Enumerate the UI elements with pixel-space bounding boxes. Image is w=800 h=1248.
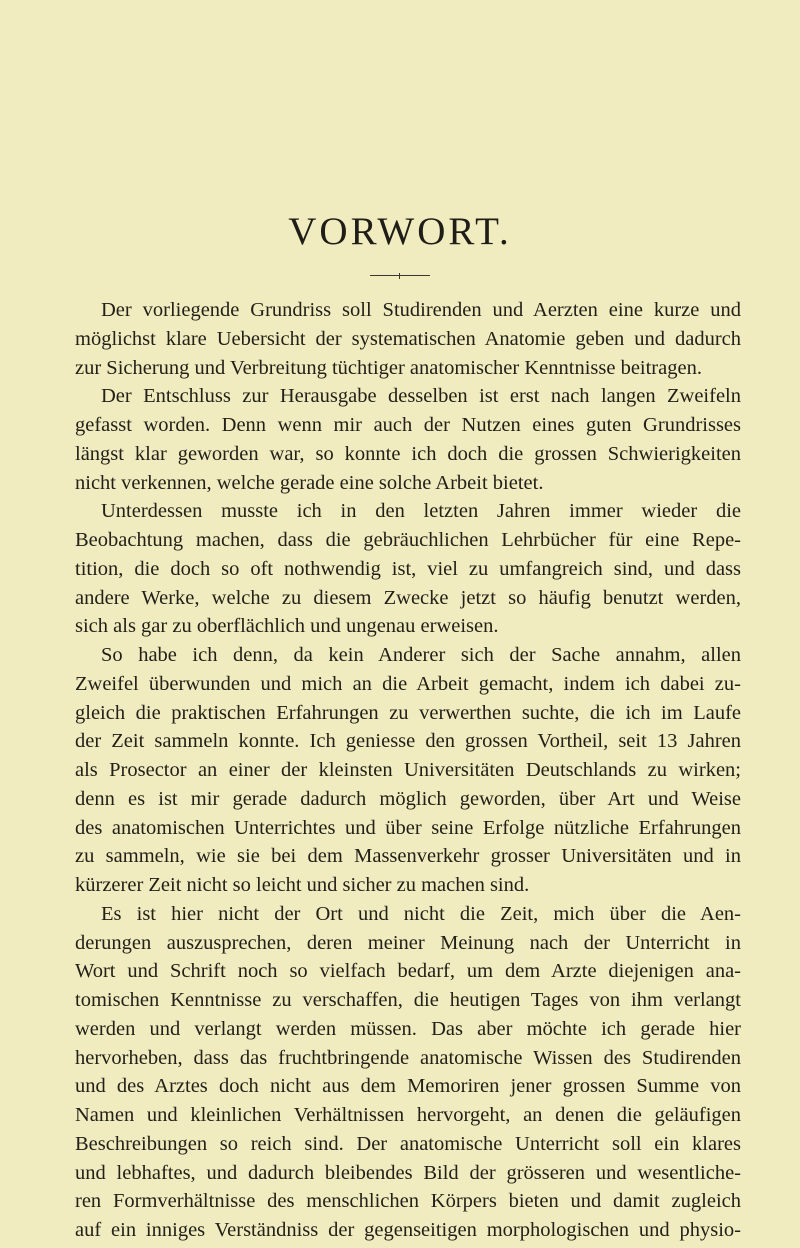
body-text bbox=[75, 296, 741, 1245]
text-line: Der vorliegende Grundriss soll Studirenden und Aerzten eine kurze und bbox=[101, 299, 741, 321]
text-line: und lebhaftes, und dadurch bleibendes Bild der grösseren und wesentliche- bbox=[75, 1161, 741, 1184]
text-line: andere Werke, welche zu diesem Zwecke jetzt so häufig benutzt werden, bbox=[75, 586, 741, 609]
text-line: Zweifel überwunden und mich an die Arbeit gemacht, indem ich dabei zu- bbox=[75, 672, 741, 695]
text-line: Beobachtung machen, dass die gebräuchlichen Lehrbücher für eine Repe- bbox=[75, 529, 741, 551]
text-line: und des Arztes doch nicht aus dem Memoriren jener grossen Summe von bbox=[75, 1075, 741, 1098]
text-line: Wort und Schrift noch so vielfach bedarf, um dem Arzte diejenigen ana- bbox=[75, 960, 741, 983]
text-line: gefasst worden. Denn wenn mir auch der Nutzen eines guten Grundrisses bbox=[75, 414, 741, 436]
text-line: gleich die praktischen Erfahrungen zu verwerthen suchte, die ich im Laufe bbox=[75, 701, 741, 724]
text-line: zu sammeln, wie sie bei dem Massenverkehr grosser Universitäten und in bbox=[75, 845, 741, 868]
page-title: VORWORT. bbox=[288, 210, 512, 253]
text-line: als Prosector an einer der kleinsten Universitäten Deutschlands zu wirken; bbox=[75, 759, 741, 781]
text-line: Unterdessen musste ich in den letzten Jahren immer wieder die bbox=[101, 500, 741, 523]
text-line: nicht verkennen, welche gerade eine solche Arbeit bietet. bbox=[75, 471, 544, 494]
paragraph bbox=[75, 900, 741, 1245]
ornament-tick bbox=[399, 273, 400, 279]
text-line: Namen und kleinlichen Verhältnissen hervorgeht, an denen die geläufigen bbox=[75, 1104, 741, 1126]
text-line: auf ein inniges Verständniss der gegenseitigen morphologischen und physio- bbox=[75, 1219, 741, 1241]
text-line: möglichst klare Uebersicht der systematischen Anatomie geben und dadurch bbox=[75, 327, 741, 350]
text-line: hervorheben, dass das fruchtbringende anatomische Wissen des Studirenden bbox=[75, 1046, 741, 1069]
text-line: ren Formverhältnisse des menschlichen Körpers bieten und damit zugleich bbox=[75, 1190, 741, 1213]
text-line: der Zeit sammeln konnte. Ich geniesse den grossen Vortheil, seit 13 Jahren bbox=[75, 730, 741, 753]
text-line: zur Sicherung und Verbreitung tüchtiger anatomischer Kenntnisse beitragen. bbox=[75, 356, 702, 379]
text-line: sich als gar zu oberflächlich und ungenau erweisen. bbox=[75, 615, 499, 638]
text-line: Der Entschluss zur Herausgabe desselben ist erst nach langen Zweifeln bbox=[101, 385, 741, 408]
text-line: längst klar geworden war, so konnte ich doch die grossen Schwierigkeiten bbox=[75, 442, 741, 465]
title-ornament bbox=[370, 273, 430, 279]
text-line: kürzerer Zeit nicht so leicht und sicher zu machen sind. bbox=[75, 874, 530, 896]
text-line: denn es ist mir gerade dadurch möglich geworden, über Art und Weise bbox=[75, 787, 741, 810]
paragraph bbox=[75, 641, 741, 900]
text-line: tomischen Kenntnisse zu verschaffen, die heutigen Tages von ihm verlangt bbox=[75, 989, 741, 1011]
paragraph bbox=[75, 382, 741, 497]
text-line: des anatomischen Unterrichtes und über seine Erfolge nützliche Erfahrungen bbox=[75, 816, 741, 839]
text-line: derungen auszusprechen, deren meiner Meinung nach der Unterricht in bbox=[75, 931, 741, 954]
paragraph bbox=[75, 296, 741, 382]
text-line: werden und verlangt werden müssen. Das aber möchte ich gerade hier bbox=[75, 1017, 741, 1040]
paragraph bbox=[75, 497, 741, 641]
text-line: tition, die doch so oft nothwendig ist, viel zu umfangreich sind, und dass bbox=[75, 557, 741, 580]
text-line: Beschreibungen so reich sind. Der anatomische Unterricht soll ein klares bbox=[75, 1132, 741, 1155]
ornament-rule bbox=[370, 275, 430, 276]
text-line: So habe ich denn, da kein Anderer sich der Sache annahm, allen bbox=[101, 644, 741, 666]
text-line: Es ist hier nicht der Ort und nicht die Zeit, mich über die Aen- bbox=[101, 902, 741, 925]
